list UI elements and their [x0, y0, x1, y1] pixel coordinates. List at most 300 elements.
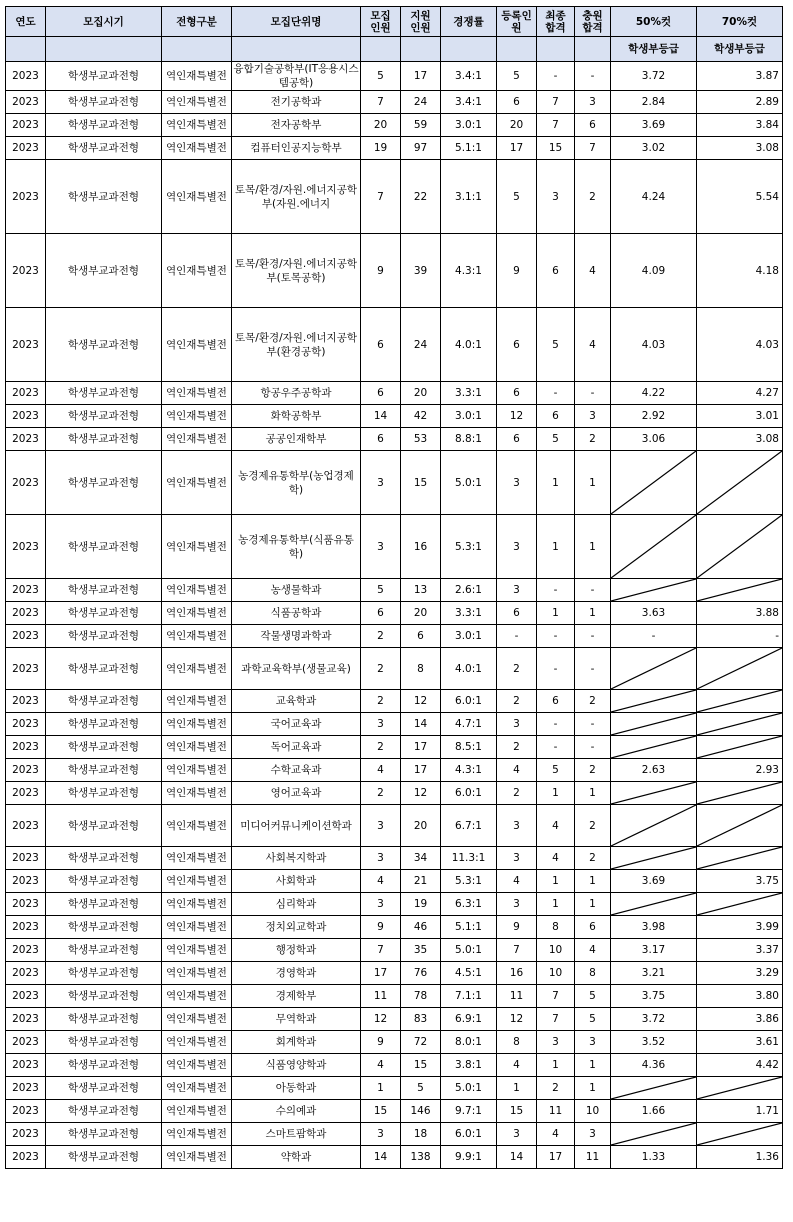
cell-year: 2023	[6, 893, 46, 916]
cell-unit: 정치외교학과	[232, 916, 361, 939]
admissions-table-container	[5, 6, 783, 1169]
cell-cut70: 4.42	[697, 1054, 783, 1077]
header-blank	[537, 37, 575, 62]
cell-ratio: 6.0:1	[441, 690, 497, 713]
table-row	[6, 736, 783, 759]
cell-enrolled: -	[497, 625, 537, 648]
cell-cut50	[611, 1123, 697, 1146]
cell-extra-pass: 1	[575, 782, 611, 805]
admissions-table	[5, 6, 783, 1169]
cell-ratio: 8.5:1	[441, 736, 497, 759]
cell-applicants: 13	[401, 579, 441, 602]
cell-type: 역인재특별전	[162, 382, 232, 405]
cell-type: 역인재특별전	[162, 736, 232, 759]
cell-extra-pass: 7	[575, 137, 611, 160]
cell-cut70: -	[697, 625, 783, 648]
table-row	[6, 451, 783, 515]
cell-type: 역인재특별전	[162, 62, 232, 91]
cell-quota: 1	[361, 1077, 401, 1100]
slash-line	[697, 451, 782, 514]
cell-extra-pass: 4	[575, 308, 611, 382]
cell-type: 역인재특별전	[162, 428, 232, 451]
cell-enrolled: 5	[497, 62, 537, 91]
cell-cut70: 1.36	[697, 1146, 783, 1169]
cell-quota: 3	[361, 515, 401, 579]
cell-cut70: 4.03	[697, 308, 783, 382]
cell-period: 학생부교과전형	[46, 428, 162, 451]
cell-period: 학생부교과전형	[46, 160, 162, 234]
cell-type: 역인재특별전	[162, 1146, 232, 1169]
diagonal-slash-mark	[611, 451, 696, 514]
cell-final-pass: 1	[537, 1054, 575, 1077]
cell-quota: 3	[361, 893, 401, 916]
cell-applicants: 15	[401, 451, 441, 515]
cell-period: 학생부교과전형	[46, 579, 162, 602]
cell-ratio: 4.3:1	[441, 234, 497, 308]
header-applicants: 지원 인원	[401, 7, 441, 37]
cell-applicants: 20	[401, 805, 441, 847]
cell-cut50: -	[611, 625, 697, 648]
table-row	[6, 916, 783, 939]
cell-unit: 토목/환경/자원.에너지공학부(토목공학)	[232, 234, 361, 308]
cell-enrolled: 2	[497, 690, 537, 713]
cell-cut70	[697, 893, 783, 916]
cell-type: 역인재특별전	[162, 1077, 232, 1100]
cell-enrolled: 5	[497, 160, 537, 234]
cell-final-pass: 7	[537, 114, 575, 137]
cell-year: 2023	[6, 1054, 46, 1077]
cell-applicants: 17	[401, 759, 441, 782]
cell-applicants: 20	[401, 602, 441, 625]
cell-final-pass: 1	[537, 782, 575, 805]
cell-cut50: 4.24	[611, 160, 697, 234]
cell-extra-pass: 6	[575, 916, 611, 939]
cell-period: 학생부교과전형	[46, 1100, 162, 1123]
cell-final-pass: 1	[537, 893, 575, 916]
cell-year: 2023	[6, 713, 46, 736]
cell-extra-pass: 1	[575, 1054, 611, 1077]
cell-unit: 아동학과	[232, 1077, 361, 1100]
slash-line	[611, 893, 696, 915]
cell-ratio: 5.3:1	[441, 515, 497, 579]
cell-extra-pass: 3	[575, 91, 611, 114]
cell-quota: 6	[361, 382, 401, 405]
cell-year: 2023	[6, 625, 46, 648]
table-row	[6, 405, 783, 428]
cell-quota: 15	[361, 1100, 401, 1123]
cell-cut50: 4.09	[611, 234, 697, 308]
table-row	[6, 625, 783, 648]
header-final-pass: 최종 합격	[537, 7, 575, 37]
cell-type: 역인재특별전	[162, 308, 232, 382]
cell-enrolled: 6	[497, 382, 537, 405]
cell-ratio: 7.1:1	[441, 985, 497, 1008]
cell-year: 2023	[6, 579, 46, 602]
cell-enrolled: 4	[497, 1054, 537, 1077]
table-row	[6, 234, 783, 308]
header-year: 연도	[6, 7, 46, 37]
cell-type: 역인재특별전	[162, 1031, 232, 1054]
cell-period: 학생부교과전형	[46, 1123, 162, 1146]
cell-quota: 3	[361, 713, 401, 736]
table-row	[6, 1054, 783, 1077]
cell-year: 2023	[6, 1100, 46, 1123]
cell-extra-pass: 1	[575, 515, 611, 579]
cell-cut70	[697, 713, 783, 736]
cell-quota: 20	[361, 114, 401, 137]
cell-extra-pass: 2	[575, 428, 611, 451]
cell-cut50	[611, 579, 697, 602]
table-row	[6, 870, 783, 893]
cell-year: 2023	[6, 939, 46, 962]
cell-applicants: 34	[401, 847, 441, 870]
cell-cut70	[697, 690, 783, 713]
cell-quota: 2	[361, 648, 401, 690]
cell-applicants: 18	[401, 1123, 441, 1146]
cell-cut70	[697, 1123, 783, 1146]
cell-cut70	[697, 847, 783, 870]
cell-ratio: 4.5:1	[441, 962, 497, 985]
cell-year: 2023	[6, 1123, 46, 1146]
diagonal-slash-mark	[697, 451, 782, 514]
cell-final-pass: -	[537, 62, 575, 91]
header-blank	[162, 37, 232, 62]
cell-applicants: 15	[401, 1054, 441, 1077]
cell-ratio: 6.7:1	[441, 805, 497, 847]
cell-final-pass: 10	[537, 962, 575, 985]
cell-period: 학생부교과전형	[46, 62, 162, 91]
cell-enrolled: 4	[497, 870, 537, 893]
cell-cut50	[611, 690, 697, 713]
cell-final-pass: 3	[537, 160, 575, 234]
cell-ratio: 4.0:1	[441, 308, 497, 382]
table-row	[6, 1077, 783, 1100]
cell-period: 학생부교과전형	[46, 985, 162, 1008]
cell-applicants: 14	[401, 713, 441, 736]
cell-quota: 3	[361, 805, 401, 847]
cell-final-pass: 1	[537, 451, 575, 515]
cell-enrolled: 2	[497, 782, 537, 805]
cell-type: 역인재특별전	[162, 847, 232, 870]
cell-cut70: 2.89	[697, 91, 783, 114]
cell-quota: 2	[361, 782, 401, 805]
cell-cut50	[611, 782, 697, 805]
cell-cut70: 3.75	[697, 870, 783, 893]
cell-applicants: 42	[401, 405, 441, 428]
cell-year: 2023	[6, 648, 46, 690]
cell-period: 학생부교과전형	[46, 939, 162, 962]
cell-final-pass: 15	[537, 137, 575, 160]
cell-extra-pass: -	[575, 713, 611, 736]
cell-enrolled: 3	[497, 451, 537, 515]
cell-extra-pass: -	[575, 648, 611, 690]
cell-period: 학생부교과전형	[46, 1031, 162, 1054]
cell-type: 역인재특별전	[162, 648, 232, 690]
cell-unit: 영어교육과	[232, 782, 361, 805]
cell-extra-pass: 5	[575, 1008, 611, 1031]
cell-period: 학생부교과전형	[46, 91, 162, 114]
cell-unit: 수학교육과	[232, 759, 361, 782]
table-row	[6, 428, 783, 451]
cell-ratio: 6.0:1	[441, 1123, 497, 1146]
slash-line	[611, 515, 696, 578]
cell-final-pass: 7	[537, 985, 575, 1008]
header-period: 모집시기	[46, 7, 162, 37]
cell-type: 역인재특별전	[162, 137, 232, 160]
cell-quota: 5	[361, 579, 401, 602]
cell-enrolled: 14	[497, 1146, 537, 1169]
cell-type: 역인재특별전	[162, 985, 232, 1008]
table-row	[6, 602, 783, 625]
slash-line	[611, 1077, 696, 1099]
cell-applicants: 21	[401, 870, 441, 893]
cell-cut50: 4.22	[611, 382, 697, 405]
table-body	[6, 62, 783, 1169]
cell-year: 2023	[6, 91, 46, 114]
table-row	[6, 62, 783, 91]
diagonal-slash-mark	[611, 1123, 696, 1145]
cell-final-pass: 5	[537, 308, 575, 382]
cell-quota: 14	[361, 1146, 401, 1169]
cell-cut70	[697, 451, 783, 515]
cell-final-pass: -	[537, 648, 575, 690]
cell-enrolled: 8	[497, 1031, 537, 1054]
cell-cut50: 2.84	[611, 91, 697, 114]
table-row	[6, 985, 783, 1008]
cell-enrolled: 3	[497, 713, 537, 736]
cell-ratio: 8.0:1	[441, 1031, 497, 1054]
cell-type: 역인재특별전	[162, 690, 232, 713]
cell-cut50: 3.63	[611, 602, 697, 625]
cell-year: 2023	[6, 234, 46, 308]
table-row	[6, 160, 783, 234]
cell-enrolled: 1	[497, 1077, 537, 1100]
cell-period: 학생부교과전형	[46, 805, 162, 847]
cell-final-pass: 6	[537, 690, 575, 713]
diagonal-slash-mark	[611, 736, 696, 758]
cell-type: 역인재특별전	[162, 782, 232, 805]
header-ratio: 경쟁률	[441, 7, 497, 37]
cell-ratio: 9.7:1	[441, 1100, 497, 1123]
header-grade50: 학생부등급	[611, 37, 697, 62]
header-enrolled: 등록인 원	[497, 7, 537, 37]
slash-line	[697, 847, 782, 869]
cell-period: 학생부교과전형	[46, 916, 162, 939]
cell-year: 2023	[6, 515, 46, 579]
table-row	[6, 962, 783, 985]
cell-extra-pass: 3	[575, 1031, 611, 1054]
cell-applicants: 22	[401, 160, 441, 234]
header-blank	[401, 37, 441, 62]
cell-applicants: 83	[401, 1008, 441, 1031]
cell-extra-pass: 1	[575, 451, 611, 515]
cell-ratio: 11.3:1	[441, 847, 497, 870]
diagonal-slash-mark	[697, 847, 782, 869]
slash-line	[611, 451, 696, 514]
cell-cut50: 3.02	[611, 137, 697, 160]
cell-period: 학생부교과전형	[46, 405, 162, 428]
cell-extra-pass: 10	[575, 1100, 611, 1123]
table-row	[6, 1146, 783, 1169]
cell-quota: 2	[361, 625, 401, 648]
cell-period: 학생부교과전형	[46, 1008, 162, 1031]
cell-extra-pass: 1	[575, 870, 611, 893]
cell-final-pass: 17	[537, 1146, 575, 1169]
slash-line	[611, 1123, 696, 1145]
cell-unit: 농경제유통학부(농업경제학)	[232, 451, 361, 515]
cell-year: 2023	[6, 62, 46, 91]
cell-unit: 경영학과	[232, 962, 361, 985]
cell-year: 2023	[6, 916, 46, 939]
table-row	[6, 893, 783, 916]
cell-applicants: 6	[401, 625, 441, 648]
diagonal-slash-mark	[697, 805, 782, 846]
header-blank	[441, 37, 497, 62]
cell-cut50: 3.69	[611, 870, 697, 893]
cell-cut70: 3.80	[697, 985, 783, 1008]
cell-extra-pass: 1	[575, 602, 611, 625]
cell-applicants: 53	[401, 428, 441, 451]
cell-cut70	[697, 782, 783, 805]
cell-final-pass: 4	[537, 1123, 575, 1146]
slash-line	[611, 579, 696, 601]
cell-cut50	[611, 893, 697, 916]
cell-ratio: 3.1:1	[441, 160, 497, 234]
cell-enrolled: 2	[497, 648, 537, 690]
header-unit: 모집단위명	[232, 7, 361, 37]
cell-enrolled: 4	[497, 759, 537, 782]
cell-year: 2023	[6, 690, 46, 713]
cell-type: 역인재특별전	[162, 713, 232, 736]
cell-extra-pass: 3	[575, 1123, 611, 1146]
cell-ratio: 3.3:1	[441, 382, 497, 405]
cell-unit: 컴퓨터인공지능학부	[232, 137, 361, 160]
cell-cut70	[697, 515, 783, 579]
table-row	[6, 1100, 783, 1123]
cell-ratio: 5.1:1	[441, 137, 497, 160]
cell-period: 학생부교과전형	[46, 759, 162, 782]
cell-ratio: 6.0:1	[441, 782, 497, 805]
cell-enrolled: 11	[497, 985, 537, 1008]
cell-quota: 9	[361, 234, 401, 308]
header-blank	[46, 37, 162, 62]
cell-applicants: 19	[401, 893, 441, 916]
cell-cut70: 3.88	[697, 602, 783, 625]
cell-final-pass: 7	[537, 1008, 575, 1031]
cell-cut50: 3.75	[611, 985, 697, 1008]
cell-quota: 7	[361, 939, 401, 962]
cell-type: 역인재특별전	[162, 405, 232, 428]
cell-period: 학생부교과전형	[46, 451, 162, 515]
table-row	[6, 805, 783, 847]
cell-period: 학생부교과전형	[46, 382, 162, 405]
cell-cut50: 3.72	[611, 1008, 697, 1031]
cell-extra-pass: 8	[575, 962, 611, 985]
cell-enrolled: 12	[497, 1008, 537, 1031]
cell-unit: 무역학과	[232, 1008, 361, 1031]
cell-extra-pass: 2	[575, 160, 611, 234]
cell-year: 2023	[6, 805, 46, 847]
cell-cut50	[611, 1077, 697, 1100]
cell-applicants: 24	[401, 91, 441, 114]
cell-final-pass: 6	[537, 405, 575, 428]
cell-cut70: 3.37	[697, 939, 783, 962]
cell-cut70	[697, 648, 783, 690]
cell-type: 역인재특별전	[162, 893, 232, 916]
cell-final-pass: 11	[537, 1100, 575, 1123]
slash-line	[611, 690, 696, 712]
cell-unit: 융합기술공학부(IT응용시스템공학)	[233, 63, 359, 89]
slash-line	[697, 736, 782, 758]
diagonal-slash-mark	[611, 515, 696, 578]
table-row	[6, 1031, 783, 1054]
cell-period: 학생부교과전형	[46, 713, 162, 736]
slash-line	[611, 847, 696, 869]
diagonal-slash-mark	[697, 515, 782, 578]
cell-ratio: 5.3:1	[441, 870, 497, 893]
header-quota: 모집 인원	[361, 7, 401, 37]
cell-final-pass: -	[537, 625, 575, 648]
cell-cut50: 2.63	[611, 759, 697, 782]
cell-period: 학생부교과전형	[46, 137, 162, 160]
cell-unit: 교육학과	[232, 690, 361, 713]
cell-applicants: 24	[401, 308, 441, 382]
cell-ratio: 3.4:1	[441, 91, 497, 114]
table-row	[6, 847, 783, 870]
diagonal-slash-mark	[697, 893, 782, 915]
cell-type: 역인재특별전	[162, 625, 232, 648]
cell-enrolled: 7	[497, 939, 537, 962]
diagonal-slash-mark	[611, 805, 696, 846]
cell-cut70: 5.54	[697, 160, 783, 234]
cell-period: 학생부교과전형	[46, 648, 162, 690]
cell-unit: 공공인재학부	[232, 428, 361, 451]
cell-final-pass: 4	[537, 847, 575, 870]
table-row	[6, 939, 783, 962]
diagonal-slash-mark	[697, 579, 782, 601]
header-blank	[575, 37, 611, 62]
cell-cut70: 3.87	[697, 62, 783, 91]
slash-line	[611, 713, 696, 735]
cell-cut70: 3.29	[697, 962, 783, 985]
cell-period: 학생부교과전형	[46, 308, 162, 382]
header-subrow	[6, 37, 783, 62]
cell-applicants: 35	[401, 939, 441, 962]
diagonal-slash-mark	[697, 736, 782, 758]
cell-cut70: 4.18	[697, 234, 783, 308]
cell-unit: 심리학과	[232, 893, 361, 916]
cell-quota: 4	[361, 759, 401, 782]
cell-applicants: 72	[401, 1031, 441, 1054]
cell-unit: 전기공학과	[232, 91, 361, 114]
cell-cut70	[697, 805, 783, 847]
cell-cut50	[611, 648, 697, 690]
header-cut50: 50%컷	[611, 7, 697, 37]
cell-final-pass: 7	[537, 91, 575, 114]
cell-applicants: 17	[401, 736, 441, 759]
cell-type: 역인재특별전	[162, 870, 232, 893]
cell-extra-pass: 2	[575, 690, 611, 713]
header-blank	[361, 37, 401, 62]
slash-line	[697, 690, 782, 712]
diagonal-slash-mark	[611, 690, 696, 712]
cell-ratio: 3.0:1	[441, 405, 497, 428]
cell-cut70: 1.71	[697, 1100, 783, 1123]
cell-cut50	[611, 847, 697, 870]
cell-applicants: 138	[401, 1146, 441, 1169]
cell-enrolled: 3	[497, 579, 537, 602]
cell-applicants: 20	[401, 382, 441, 405]
